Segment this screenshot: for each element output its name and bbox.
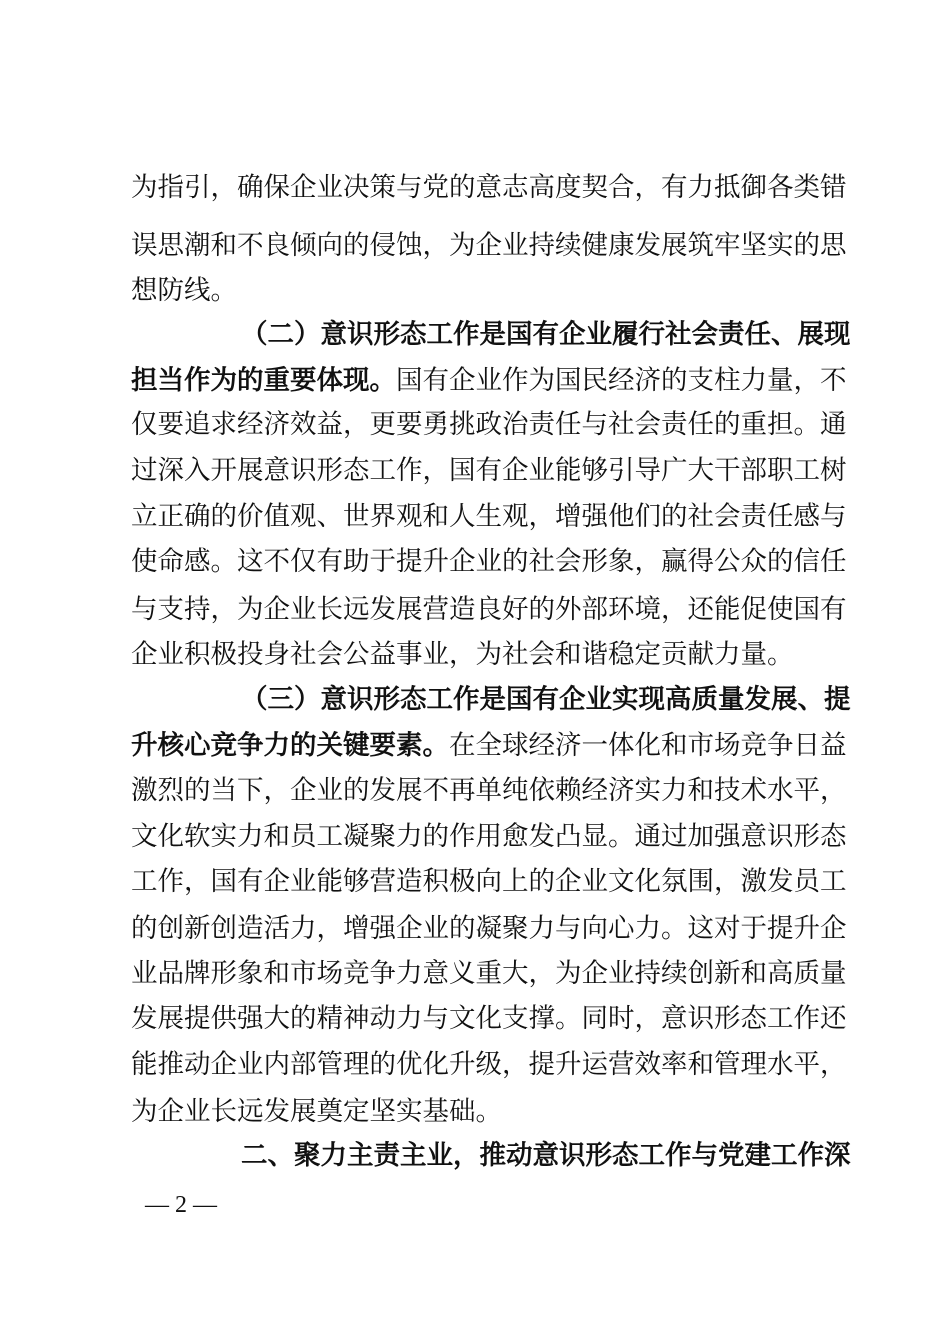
paragraph-line [131,726,847,766]
paragraph-line: 业品牌形象和市场竞争力意义重大，为企业持续创新和高质量 [131,958,847,989]
paragraph-line: 工作，国有企业能够营造积极向上的企业文化氛围，激发员工 [131,866,847,897]
paragraph-line: 想防线。 [131,275,237,306]
paragraph-line: 过深入开展意识形态工作，国有企业能够引导广大干部职工树 [131,455,847,486]
subheading-2: （二）意识形态工作是国有企业履行社会责任、展现 [241,319,851,350]
paragraph-text: 在全球经济一体化和市场竞争日益 [449,730,847,761]
subheading-3: （三）意识形态工作是国有企业实现高质量发展、提 [241,684,851,715]
paragraph-line: 使命感。这不仅有助于提升企业的社会形象，赢得公众的信任 [131,546,847,577]
paragraph-line: 误思潮和不良倾向的侵蚀，为企业持续健康发展筑牢坚实的思 [131,230,847,261]
subheading-2-continued: 担当作为的重要体现。 [131,365,396,396]
paragraph-line: 的创新创造活力，增强企业的凝聚力与向心力。这对于提升企 [131,913,847,944]
paragraph-line: 企业积极投身社会公益事业，为社会和谐稳定贡献力量。 [131,639,794,670]
section-heading: 二、聚力主责主业，推动意识形态工作与党建工作深 [241,1140,851,1171]
paragraph-line: 激烈的当下，企业的发展不再单纯依赖经济实力和技术水平， [131,775,847,806]
paragraph-line [131,361,847,401]
paragraph-line: 立正确的价值观、世界观和人生观，增强他们的社会责任感与 [131,501,847,532]
paragraph-line: 为指引，确保企业决策与党的意志高度契合，有力抵御各类错 [131,172,847,203]
page-number: — 2 — [145,1192,217,1218]
paragraph-line: 文化软实力和员工凝聚力的作用愈发凸显。通过加强意识形态 [131,821,847,852]
paragraph-text: 国有企业作为国民经济的支柱力量，不 [396,365,847,396]
paragraph-line: 发展提供强大的精神动力与文化支撑。同时，意识形态工作还 [131,1003,847,1034]
paragraph-line: 仅要追求经济效益，更要勇挑政治责任与社会责任的重担。通 [131,409,847,440]
paragraph-line: 能推动企业内部管理的优化升级，提升运营效率和管理水平， [131,1049,847,1080]
paragraph-line: 与支持，为企业长远发展营造良好的外部环境，还能促使国有 [131,594,847,625]
subheading-3-continued: 升核心竞争力的关键要素。 [131,730,449,761]
paragraph-line: 为企业长远发展奠定坚实基础。 [131,1096,502,1127]
